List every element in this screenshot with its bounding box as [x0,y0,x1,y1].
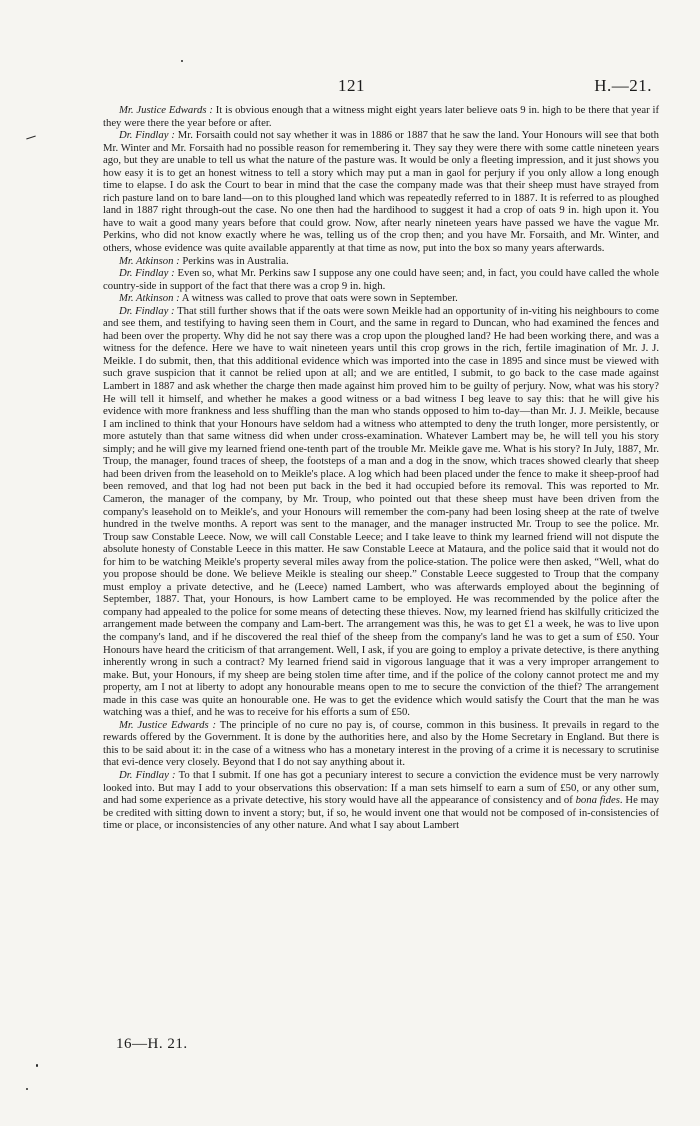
paragraph [103,719,659,769]
margin-mark [26,135,36,139]
margin-mark [181,60,183,62]
paragraph [103,129,659,254]
paragraph [103,305,659,719]
document-reference: H.—21. [594,76,652,95]
footer-signature: 16—H. 21. [116,1036,188,1052]
paragraph-text: The principle of no cure no pay is, of course, common in this business. It prevails in regard to the rewards offered by the Government. It is done by the authorities here, and also by the Home Secretary in England. But there is this to be said about it: in the case of a witness who has a monetary interest in the proving of a crime it is necessary to scrutinise that evi-dence very closely. Beyond that I do not say anything about it. [103,718,660,769]
italic-phrase: bona fides [575,794,620,807]
paragraph [103,292,659,305]
paragraph-text: Even so, what Mr. Perkins saw I suppose any one could have seen; and, in fact, you could have called the whole country-side in support of the fact that there was a crop 9 in. high. [103,267,659,292]
paragraph-text: It is obvious enough that a witness might eight years later believe oats 9 in. high to be there that year if they were there the year before or after. [103,104,660,129]
speaker-name: Dr. Findlay : [119,129,175,142]
body-text [103,104,659,832]
speaker-name: Dr. Findlay : [119,304,175,317]
paragraph [103,769,659,832]
paragraph [103,104,659,129]
speaker-name: Mr. Atkinson : [119,254,180,267]
speaker-name: Dr. Findlay : [119,267,175,280]
speaker-name: Mr. Justice Edwards : [119,718,217,731]
paragraph [103,255,659,268]
paragraph-text: To that I submit. If one has got a pecuniary interest to secure a conviction the evidence must be very narrowly looked into. But may I add to your observations this observation: If a man sets himself to earn a sum of £50, or any other sum, and had some experience as a private detective, his story would have all the appearance of consistency and of [103,768,659,807]
speaker-name: Mr. Justice Edwards : [119,104,213,116]
paragraph-text: That still further shows that if the oats were sown Meikle had an opportunity of in-viting his neighbours to come and see them, and testifying to having seen them in Court, and the same in regard to Duncan, who had examined the fences and had been over the property. Why did he not say there was a crop upon the ploughed land? He had been working there, and was a witness for the defence. Here we have to wait nineteen years until this crop grows in the rich, fertile imagination of Mr. J. J. Meikle. I do submit, then, that this additional evidence which was imported into the case in 1895 and since must be viewed with such grave suspicion that it cannot be relied upon at all; and we are entitled, I submit, to go back to the case made against Lambert in 1887 and ask whether the charge then made against him proved him to be guilty of perjury. Now, what was his story? He will tell it himself, and whether he makes a good witness or a bad witness I beg leave to say this: that he will give his evidence with more frankness and less shuffling than the man who stands opposed to him to-day—than Mr. J. J. Meikle, because I am inclined to think that your Honours have seldom had a witness who attempted to deny the truth longer, more persistently, or more astutely than that same witness did when under cross-examination. Whatever Lambert may be, he will tell you his story simply; and he will give my learned friend one-tenth part of the trouble Mr. Meikle gave me. What is his story? In July, 1887, Mr. Troup, the manager, found traces of sheep, the footsteps of a man and a dog in the snow, which traces showed clearly that sheep had been driven from the leasehold on to Meikle's place. A log which had been placed under the fence to make it sheep-proof had been removed, and that log had not been put back in the bed it had occupied before its removal. This was reported to Mr. Cameron, the manager of the company, by Mr. Troup, who pointed out that these sheep must have been driven from the company's leasehold on to Meikle's, and your Honours will remember the com-pany had been losing sheep at the rate of twelve hundred in the twelve months. A report was sent to the manager, and the manager instructed Mr. Troup to see the police. Mr. Troup saw Constable Leece. Now, we will call Constable Leece; and I take leave to think my learned friend will not dispute the absolute honesty of Constable Leece in this matter. He saw Constable Leece at Mataura, and the police said that it would not do for him to be watching Meikle's property several miles away from the police-station. The police were then asked, “Well, what do you propose should be done. We believe Meikle is stealing our sheep.” Constable Leece suggested to Troup that the company must employ a private detective, and he (Leece) named Lambert, who was afterwards employed about the beginning of September, 1887. That, your Honours, is how Lambert came to be employed. He was recommended by the police after the company had appealed to the police for some means of detecting these thieves. Now, my learned friend has skilfully criticized the arrangement made between the company and Lam-bert. The arrangement was this, he was to get £1 a week, he was to live upon the company's land, and if he discovered the real thief of the sheep from the company's land he was to get a sum of £50. Your Honours have heard the criticism of that arrangement. Well, I ask, if you are going to employ a private detective, is there anything inherently wrong in such a contract? My learned friend said in vigorous language that it was a very improper arrangement to make. But, your Honours, if my sheep are being stolen time after time, and if the police of the colony cannot protect me and my property, am I not at liberty to adopt any honourable means open to me to secure the conviction of the thief? The arrangement made in this case was quite an honourable one. He was to get the evidence which would satisfy the Court that the man he was watching was a thief, and he was to receive for his efforts a sum of £50. [103,304,659,719]
paragraph-text: Perkins was in Australia. [182,254,289,267]
page-number: 121 [338,76,365,95]
speaker-name: Mr. Atkinson : [119,292,180,305]
paragraph-text: A witness was called to prove that oats were sown in September. [181,292,458,305]
paragraph-text: . He may be credited with sitting down to invent a story; but, if so, he would invent one that would not be composed of in-consistencies of time or place, or inconsistencies of any other nature. And what I say about Lambert [103,794,659,832]
margin-mark [26,1088,28,1090]
speaker-name: Dr. Findlay : [119,768,176,781]
margin-mark [36,1064,38,1067]
paragraph-text: Mr. Forsaith could not say whether it was in 1886 or 1887 that he saw the land. Your Honours will see that both Mr. Winter and Mr. Forsaith had no possible reason for remembering it. They say they were there with some cattle nineteen years ago, but they are unable to tell us what the nature of the pasture was. It would be only a fleeting impression, and it just shows you how easy it is to get an honest witness to tell a story which may put a man in gaol for perjury if you only allow a long enough time to elapse. I do ask the Court to bear in mind that the case the company made was that their sheep must have strayed from rich pasture land on to bare land—on to this ploughed land which was repeatedly referred to in 1887. It is referred to as ploughed land in 1887 right through-out the case. No one then had the hardihood to suggest it had a crop of oats 9 in. high upon it. You have to wait a good many years before that could grow. Now, after nearly nineteen years have passed we have the vague Mr. Perkins, who did not know exactly where he was, telling us of the crop then; and you have Mr. Forsaith, and Mr. Winter, and others, whose evidence was quite available apparently at that time as now, put into the box so many years afterwards. [103,129,659,255]
paragraph [103,267,659,292]
